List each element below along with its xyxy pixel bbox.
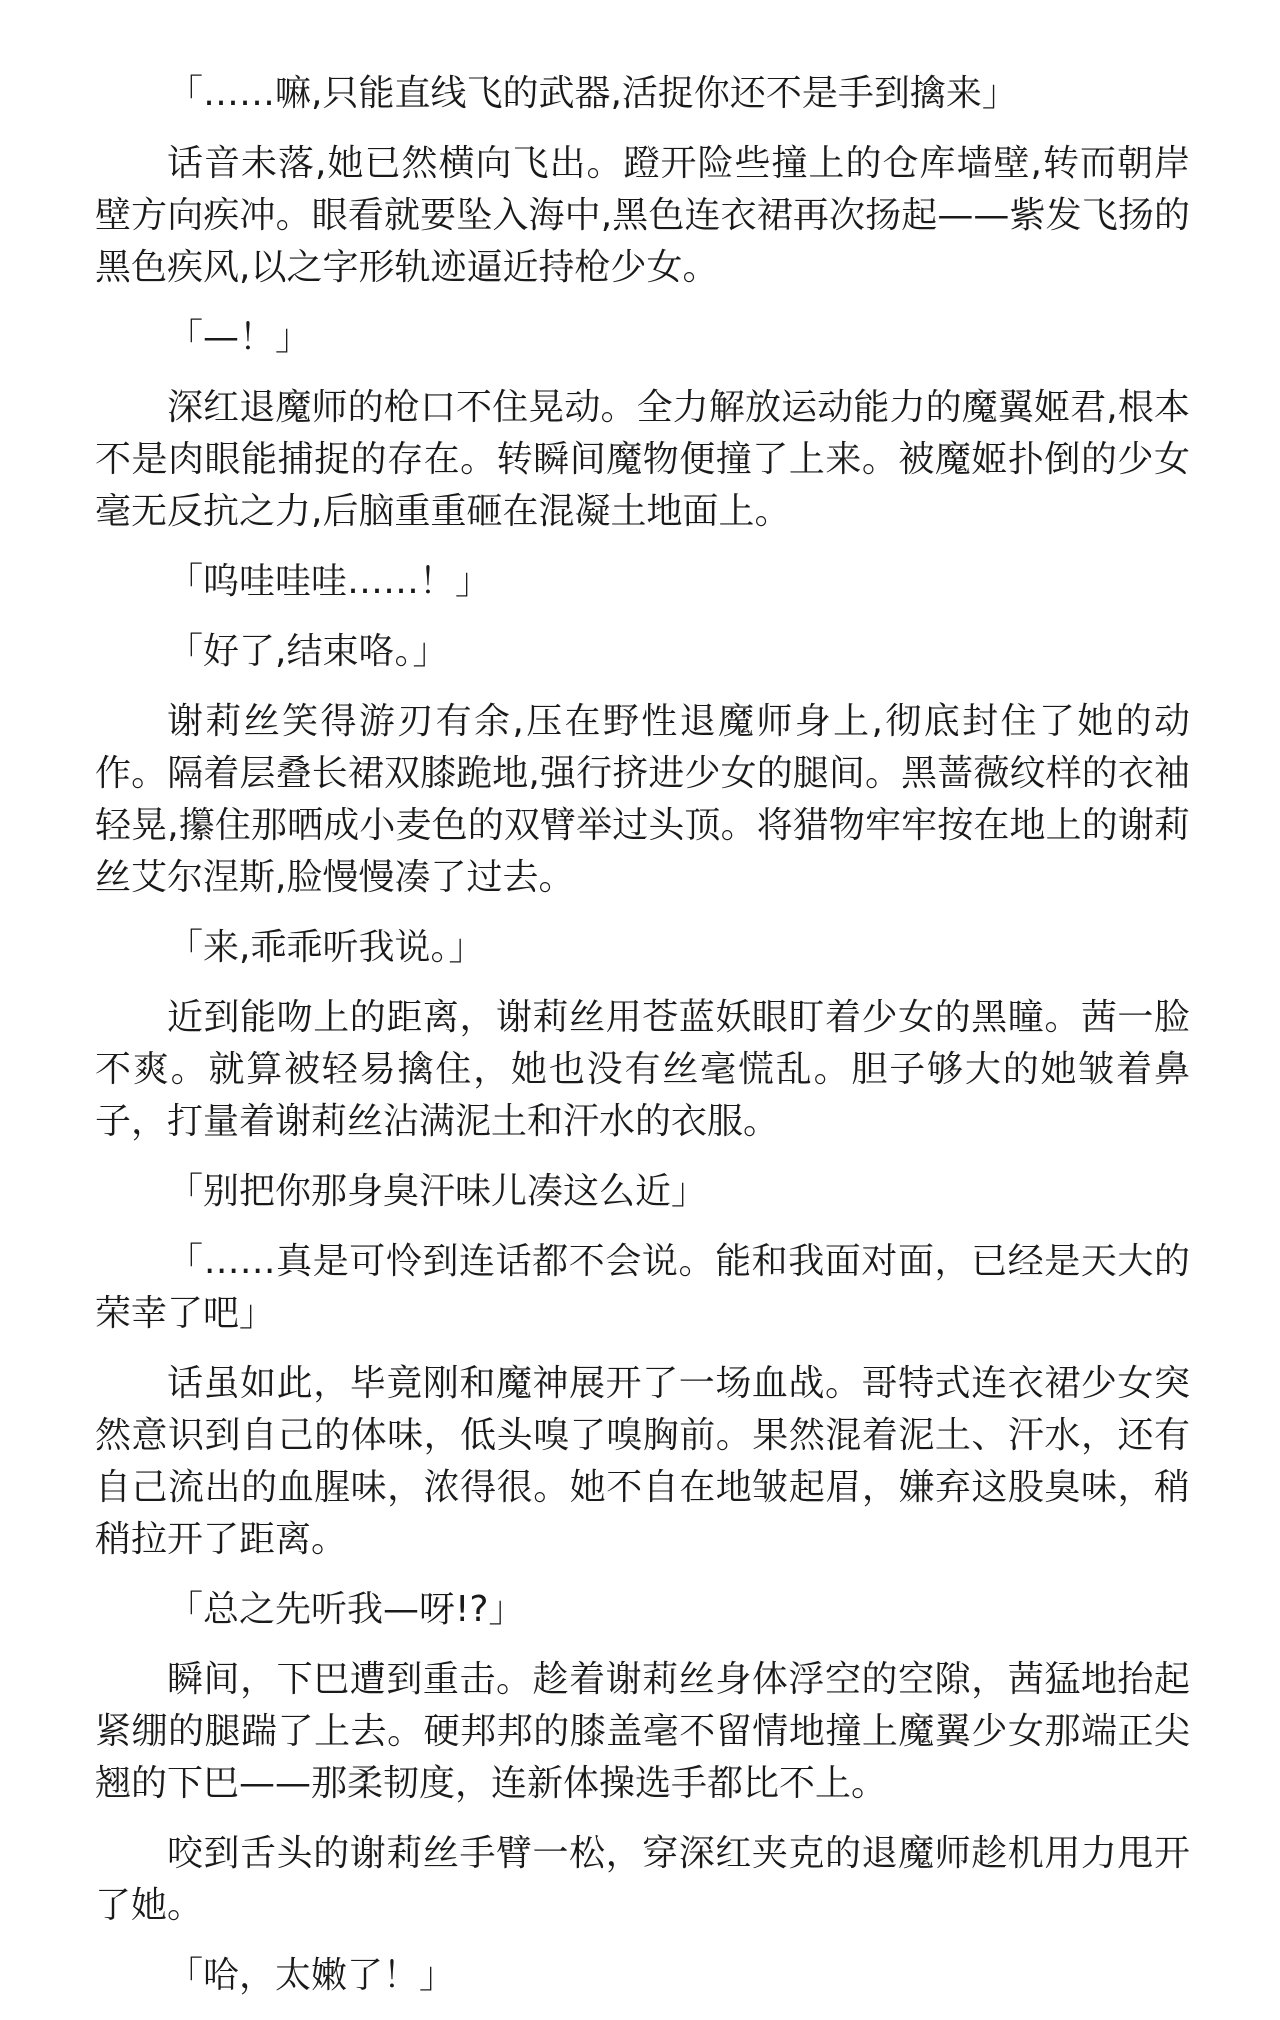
paragraph: 「别把你那身臭汗味儿凑这么近」 bbox=[167, 1171, 708, 1212]
paragraph: 「呜哇哇哇……！」 bbox=[167, 561, 492, 602]
paragraph: 瞬间，下巴遭到重击。趁着谢莉丝身体浮空的空隙，茜猛地抬起紧绷的腿踹了上去。硬邦邦的膝盖毫不留情地撞上魔翼少女那端正尖翘的下巴——那柔韧度，连新体操选手都比不上。 bbox=[95, 1659, 1190, 1804]
paragraph: 「……嘛,只能直线飞的武器,活捉你还不是手到擒来」 bbox=[167, 73, 1018, 114]
document-body bbox=[95, 68, 1190, 2020]
paragraph: 谢莉丝笑得游刃有余,压在野性退魔师身上,彻底封住了她的动作。隔着层叠长裙双膝跪地,强行挤进少女的腿间。黑蔷薇纹样的衣袖轻晃,攥住那晒成小麦色的双臂举过头顶。将猎物牢牢按在地上的谢莉丝艾尔涅斯,脸慢慢凑了过去。 bbox=[95, 701, 1190, 898]
paragraph: 话音未落,她已然横向飞出。蹬开险些撞上的仓库墙壁,转而朝岸壁方向疾冲。眼看就要坠入海中,黑色连衣裙再次扬起——紫发飞扬的黑色疾风,以之字形轨迹逼近持枪少女。 bbox=[95, 143, 1190, 288]
paragraph: 「……真是可怜到连话都不会说。能和我面对面，已经是天大的荣幸了吧」 bbox=[95, 1241, 1190, 1334]
paragraph: 「—！」 bbox=[167, 317, 312, 358]
paragraph: 「好了,结束咯。」 bbox=[167, 631, 449, 672]
paragraph: 「总之先听我—呀!?」 bbox=[167, 1589, 525, 1630]
paragraph: 咬到舌头的谢莉丝手臂一松，穿深红夹克的退魔师趁机用力甩开了她。 bbox=[95, 1833, 1190, 1926]
paragraph: 近到能吻上的距离，谢莉丝用苍蓝妖眼盯着少女的黑瞳。茜一脸不爽。就算被轻易擒住，她也没有丝毫慌乱。胆子够大的她皱着鼻子，打量着谢莉丝沾满泥土和汗水的衣服。 bbox=[95, 997, 1190, 1142]
paragraph: 「哈，太嫩了！」 bbox=[167, 1955, 456, 1996]
paragraph: 深红退魔师的枪口不住晃动。全力解放运动能力的魔翼姬君,根本不是肉眼能捕捉的存在。转瞬间魔物便撞了上来。被魔姬扑倒的少女毫无反抗之力,后脑重重砸在混凝土地面上。 bbox=[95, 387, 1190, 532]
paragraph: 话虽如此，毕竟刚和魔神展开了一场血战。哥特式连衣裙少女突然意识到自己的体味，低头嗅了嗅胸前。果然混着泥土、汗水，还有自己流出的血腥味，浓得很。她不自在地皱起眉，嫌弃这股臭味，稍稍拉开了距离。 bbox=[95, 1363, 1190, 1560]
paragraph: 「来,乖乖听我说。」 bbox=[167, 927, 485, 968]
